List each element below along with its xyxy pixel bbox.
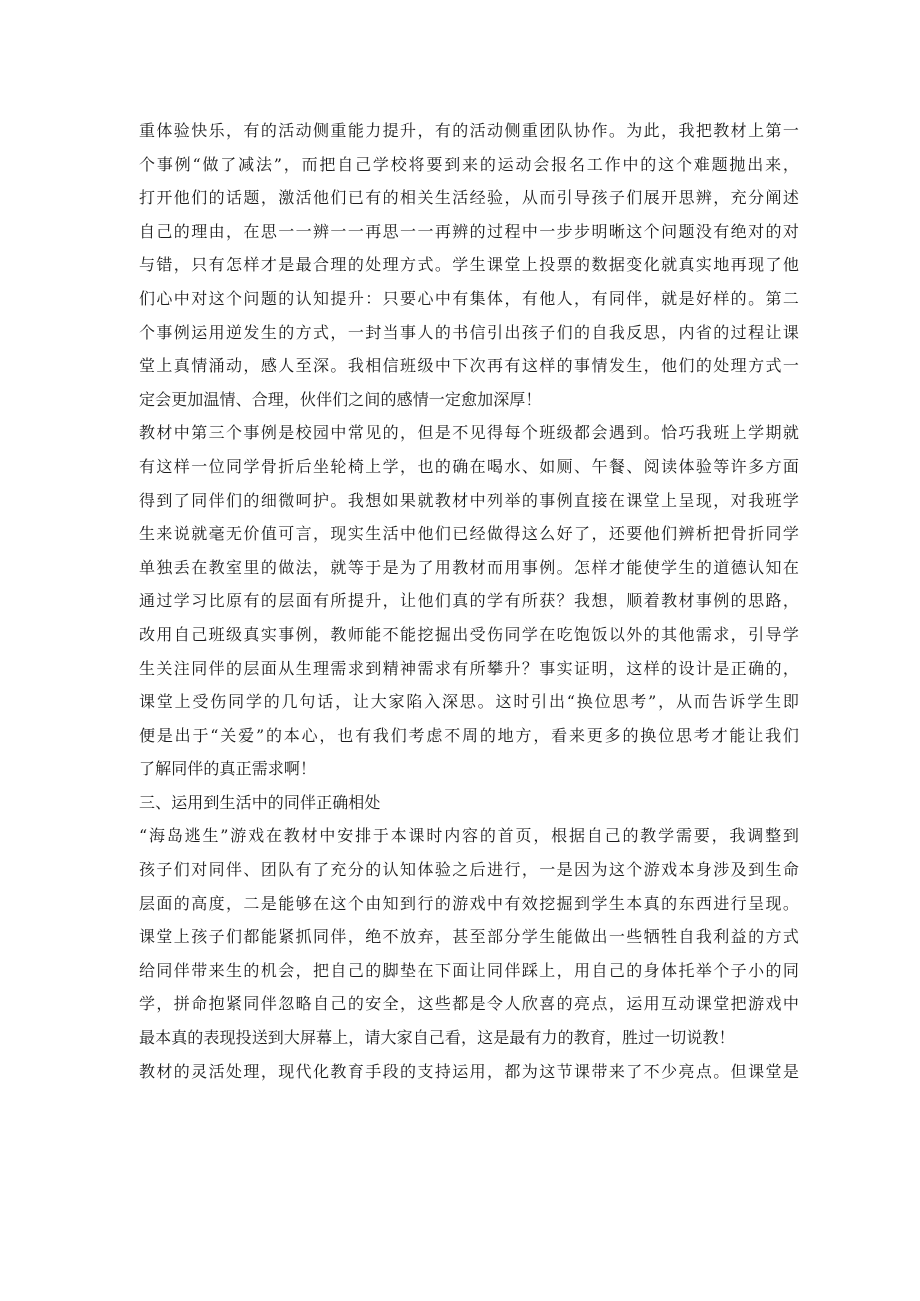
text-line: 最本真的表现投送到大屏幕上，请大家自己看，这是最有力的教育，胜过一切说教！ — [139, 1028, 735, 1048]
text-line: 重体验快乐，有的活动侧重能力提升，有的活动侧重团队协作。为此，我把教材上第一 — [139, 121, 799, 140]
text-line: 教材的灵活处理，现代化教育手段的支持运用，都为这节课带来了不少亮点。但课堂是 — [139, 1061, 799, 1081]
text-line: 个事例运用逆发生的方式，一封当事人的书信引出孩子们的自我反思，内省的过程让课 — [139, 322, 799, 342]
text-line: 学，拼命抱紧同伴忽略自己的安全，这些都是令人欣喜的亮点，运用互动课堂把游戏中 — [139, 994, 799, 1014]
text-line: 了解同伴的真正需求啊！ — [139, 759, 317, 779]
text-line: 个事例“做了减法”，而把自己学校将要到来的运动会报名工作中的这个难题抛出来， — [139, 154, 799, 174]
text-line: 改用自己班级真实事例，教师能不能挖掘出受伤同学在吃饱饭以外的其他需求，引导学 — [139, 624, 799, 644]
text-line: 层面的高度，二是能够在这个由知到行的游戏中有效挖掘到学生本真的东西进行呈现。 — [139, 893, 799, 913]
text-line: 定会更加温情、合理，伙伴们之间的感情一定愈加深厚！ — [139, 389, 542, 409]
text-line: 们心中对这个问题的认知提升：只要心中有集体，有他人，有同伴，就是好样的。第二 — [139, 288, 799, 308]
text-line: 生来说就毫无价值可言，现实生活中他们已经做得这么好了，还要他们辨析把骨折同学 — [139, 524, 799, 544]
document-body — [139, 114, 799, 1088]
text-line: 打开他们的话题，激活他们已有的相关生活经验，从而引导孩子们展开思辨，充分阐述 — [139, 188, 799, 208]
text-line: 单独丢在教室里的做法，就等于是为了用教材而用事例。怎样才能使学生的道德认知在 — [139, 557, 799, 577]
text-line: 自己的理由，在思一一辨一一再思一一再辨的过程中一步步明晰这个问题没有绝对的对 — [139, 221, 799, 241]
text-line: 给同伴带来生的机会，把自己的脚垫在下面让同伴踩上，用自己的身体托举个子小的同 — [139, 960, 799, 980]
text-line: 便是出于“关爱”的本心，也有我们考虑不周的地方，看来更多的换位思考才能让我们 — [139, 725, 799, 745]
text-line: 生关注同伴的层面从生理需求到精神需求有所攀升？事实证明，这样的设计是正确的， — [139, 658, 799, 678]
text-line: 有这样一位同学骨折后坐轮椅上学，也的确在喝水、如厕、午餐、阅读体验等许多方面 — [139, 456, 799, 476]
text-line: 得到了同伴们的细微呵护。我想如果就教材中列举的事例直接在课堂上呈现，对我班学 — [139, 490, 799, 510]
text-line: 堂上真情涌动，感人至深。我相信班级中下次再有这样的事情发生，他们的处理方式一 — [139, 356, 799, 376]
text-line: 与错，只有怎样才是最合理的处理方式。学生课堂上投票的数据变化就真实地再现了他 — [139, 255, 799, 275]
text-line: 通过学习比原有的层面有所提升，让他们真的学有所获？我想，顺着教材事例的思路， — [139, 591, 799, 611]
text-line: 三、运用到生活中的同伴正确相处 — [139, 792, 381, 812]
text-line: 孩子们对同伴、团队有了充分的认知体验之后进行，一是因为这个游戏本身涉及到生命 — [139, 860, 799, 880]
text-line: 教材中第三个事例是校园中常见的，但是不见得每个班级都会遇到。恰巧我班上学期就 — [139, 423, 799, 443]
text-line: 课堂上孩子们都能紧抓同伴，绝不放弃，甚至部分学生能做出一些牺牲自我利益的方式 — [139, 927, 799, 947]
text-line: “海岛逃生”游戏在教材中安排于本课时内容的首页，根据自己的教学需要，我调整到 — [139, 826, 799, 846]
text-line: 课堂上受伤同学的几句话，让大家陷入深思。这时引出“换位思考”，从而告诉学生即 — [139, 692, 799, 712]
